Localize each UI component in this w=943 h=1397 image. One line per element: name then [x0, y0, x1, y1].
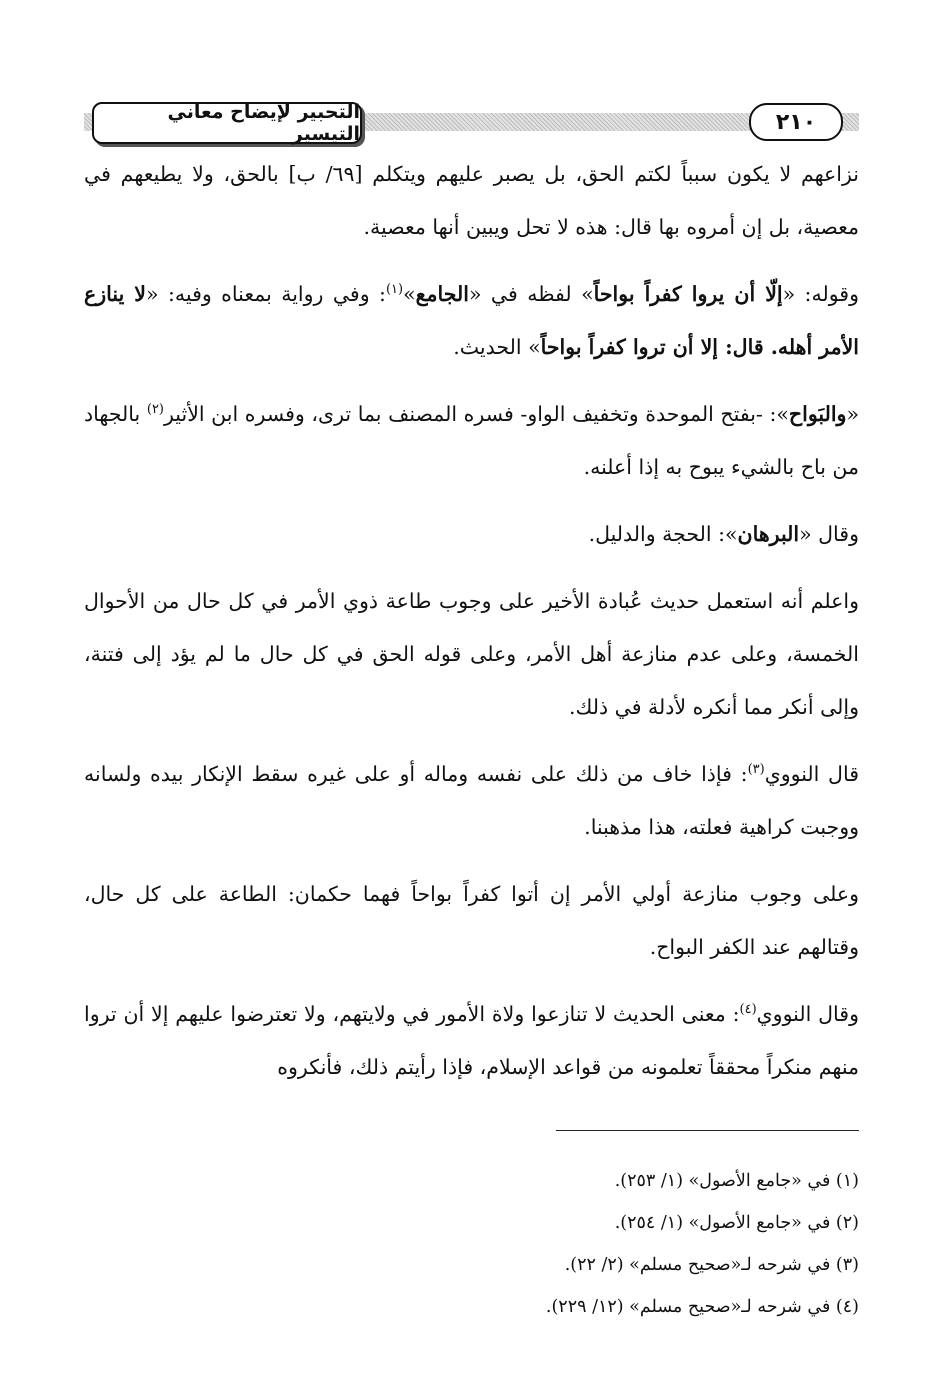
body-text	[84, 148, 859, 1108]
footnote-1: (١) في «جامع الأصول» (١/ ٢٥٣).	[614, 1171, 859, 1191]
footnote-ref-1: (١)	[385, 282, 404, 298]
quote-hadith: إلّا أن يروا كفراً بواحاً	[593, 282, 783, 306]
footnote-ref-3: (٣)	[747, 762, 765, 778]
paragraph-5: واعلم أنه استعمل حديث عُبادة الأخير على وجوب طاعة ذوي الأمر في كل حال من الأحوال الخمسة، وعلى عدم منازعة أهل الأمر، وعلى قوله الحق في كل حال ما لم يؤد إلى فتنة، وإلى أنكر مما أنكره لأدلة في ذلك.	[84, 589, 859, 719]
paragraph-8: وقال النووي$^{(٤)}$: معنى الحديث لا تنازعوا ولاة الأمور في ولايتهم، ولا تعترضوا عليهم إلا أن تروا منهم منكراً محققاً تعلمونه من قواعد الإسلام، فإذا رأيتم ذلك، فأنكروه	[84, 1002, 859, 1079]
footnote-separator	[556, 1130, 859, 1131]
footnote-3: (٣) في شرحه لـ«صحيح مسلم» (٢/ ٢٢).	[564, 1255, 859, 1275]
footnotes	[84, 1160, 859, 1328]
paragraph-1: نزاعهم لا يكون سبباً لكتم الحق، بل يصبر عليهم ويتكلم [٦٩/ ب] بالحق، ولا يطيعهم في معصية، بل إن أمروه بها قال: هذه لا تحل ويبين أنها معصية.	[84, 162, 859, 239]
footnote-4: (٤) في شرحه لـ«صحيح مسلم» (١٢/ ٢٢٩).	[545, 1297, 859, 1317]
term-bawah: والبَواح	[788, 402, 847, 426]
footnote-ref-2: (٢)	[146, 402, 164, 418]
paragraph-6: قال النووي$^{(٣)}$: فإذا خاف من ذلك على نفسه وماله أو على غيره سقط الإنكار بيده ولسانه ووجبت كراهية فعلته، هذا مذهبنا.	[84, 762, 859, 839]
book-title: التحبير لإيضاح معاني التيسير	[92, 102, 362, 144]
source-jami: الجامع	[415, 282, 469, 306]
paragraph-2: وقوله: «إلّا أن يروا كفراً بواحاً» لفظه في «الجامع»$^{(١)}$: وفي رواية بمعناه وفيه: «لا ينازع الأمر أهله. قال: إلا أن تروا كفراً بواحاً» الحديث.	[84, 282, 859, 359]
footnote-2: (٢) في «جامع الأصول» (١/ ٢٥٤).	[614, 1213, 859, 1233]
footnote-ref-4: (٤)	[739, 1002, 757, 1018]
paragraph-4: وقال «البرهان»: الحجة والدليل.	[588, 522, 859, 546]
term-burhan: البرهان	[737, 522, 800, 546]
paragraph-7: وعلى وجوب منازعة أولي الأمر إن أتوا كفراً بواحاً فهما حكمان: الطاعة على كل حال، وقتالهم عند الكفر البواح.	[84, 882, 859, 959]
page-number: ٢١٠	[749, 103, 843, 141]
page-header	[84, 100, 859, 144]
quote-riwaya: لا ينازع الأمر أهله. قال: إلا أن تروا كفراً بواحاً	[84, 282, 859, 359]
paragraph-3: «والبَواح»: -بفتح الموحدة وتخفيف الواو- فسره المصنف بما ترى، وفسره ابن الأثير$^{(٢)}$ بالجهاد من باح بالشيء يبوح به إذا أعلنه.	[84, 402, 859, 479]
